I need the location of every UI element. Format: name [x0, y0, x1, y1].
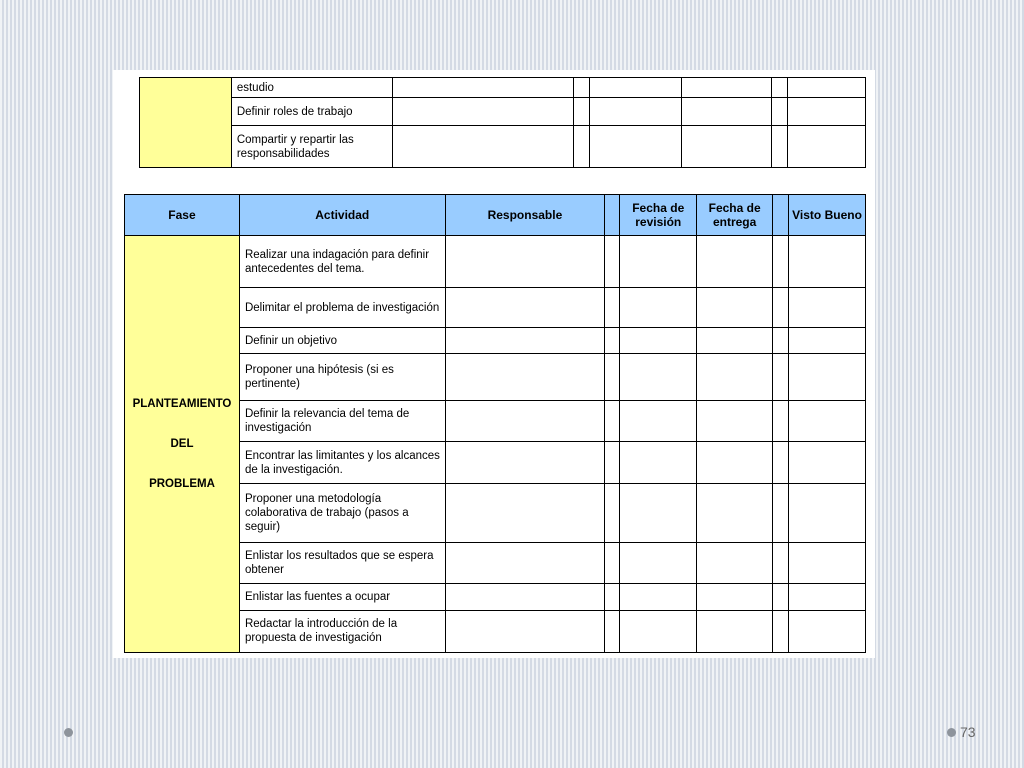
activity-cell: Proponer una metodología colaborativa de trabajo (pasos a seguir): [239, 483, 445, 542]
activity-cell: Definir un objetivo: [239, 328, 445, 354]
table-row: [125, 236, 866, 288]
fase-label: PROBLEMA: [149, 478, 215, 491]
activity-cell: Proponer una hipótesis (si es pertinente): [239, 354, 445, 401]
slide-number: 73: [960, 724, 976, 740]
fase-label: DEL: [170, 438, 194, 451]
activity-cell: Enlistar las fuentes a ocupar: [239, 583, 445, 610]
activity-cell: Delimitar el problema de investigación: [239, 288, 445, 328]
activity-cell: Encontrar las limitantes y los alcances de la investigación.: [239, 442, 445, 483]
header-visto-bueno: Visto Bueno: [789, 195, 866, 236]
activity-cell: estudio: [231, 78, 392, 98]
activity-cell: Compartir y repartir las responsabilidades: [231, 126, 392, 168]
table-row: [140, 78, 866, 98]
bullet-dot-icon: [64, 728, 73, 737]
header-responsable: Responsable: [445, 195, 605, 236]
header-actividad: Actividad: [239, 195, 445, 236]
header-fecha-entrega: Fecha de entrega: [697, 195, 773, 236]
document-page: [113, 70, 875, 658]
table-row: [140, 126, 866, 168]
main-table: [124, 194, 866, 653]
fase-label: PLANTEAMIENTO: [132, 398, 232, 411]
activity-cell: Redactar la introducción de la propuesta de investigación: [239, 610, 445, 652]
header-fase: Fase: [125, 195, 240, 236]
table-row: [140, 98, 866, 126]
activity-cell: Definir roles de trabajo: [231, 98, 392, 126]
top-table: [139, 77, 866, 168]
activity-cell: Realizar una indagación para definir antecedentes del tema.: [239, 236, 445, 288]
fase-cell: [140, 78, 232, 168]
header-row: [125, 195, 866, 236]
fase-cell: [125, 236, 240, 653]
activity-cell: Enlistar los resultados que se espera obtener: [239, 542, 445, 583]
activity-cell: Definir la relevancia del tema de investigación: [239, 401, 445, 442]
header-fecha-revision: Fecha de revisión: [620, 195, 697, 236]
bullet-dot-icon: [947, 728, 956, 737]
